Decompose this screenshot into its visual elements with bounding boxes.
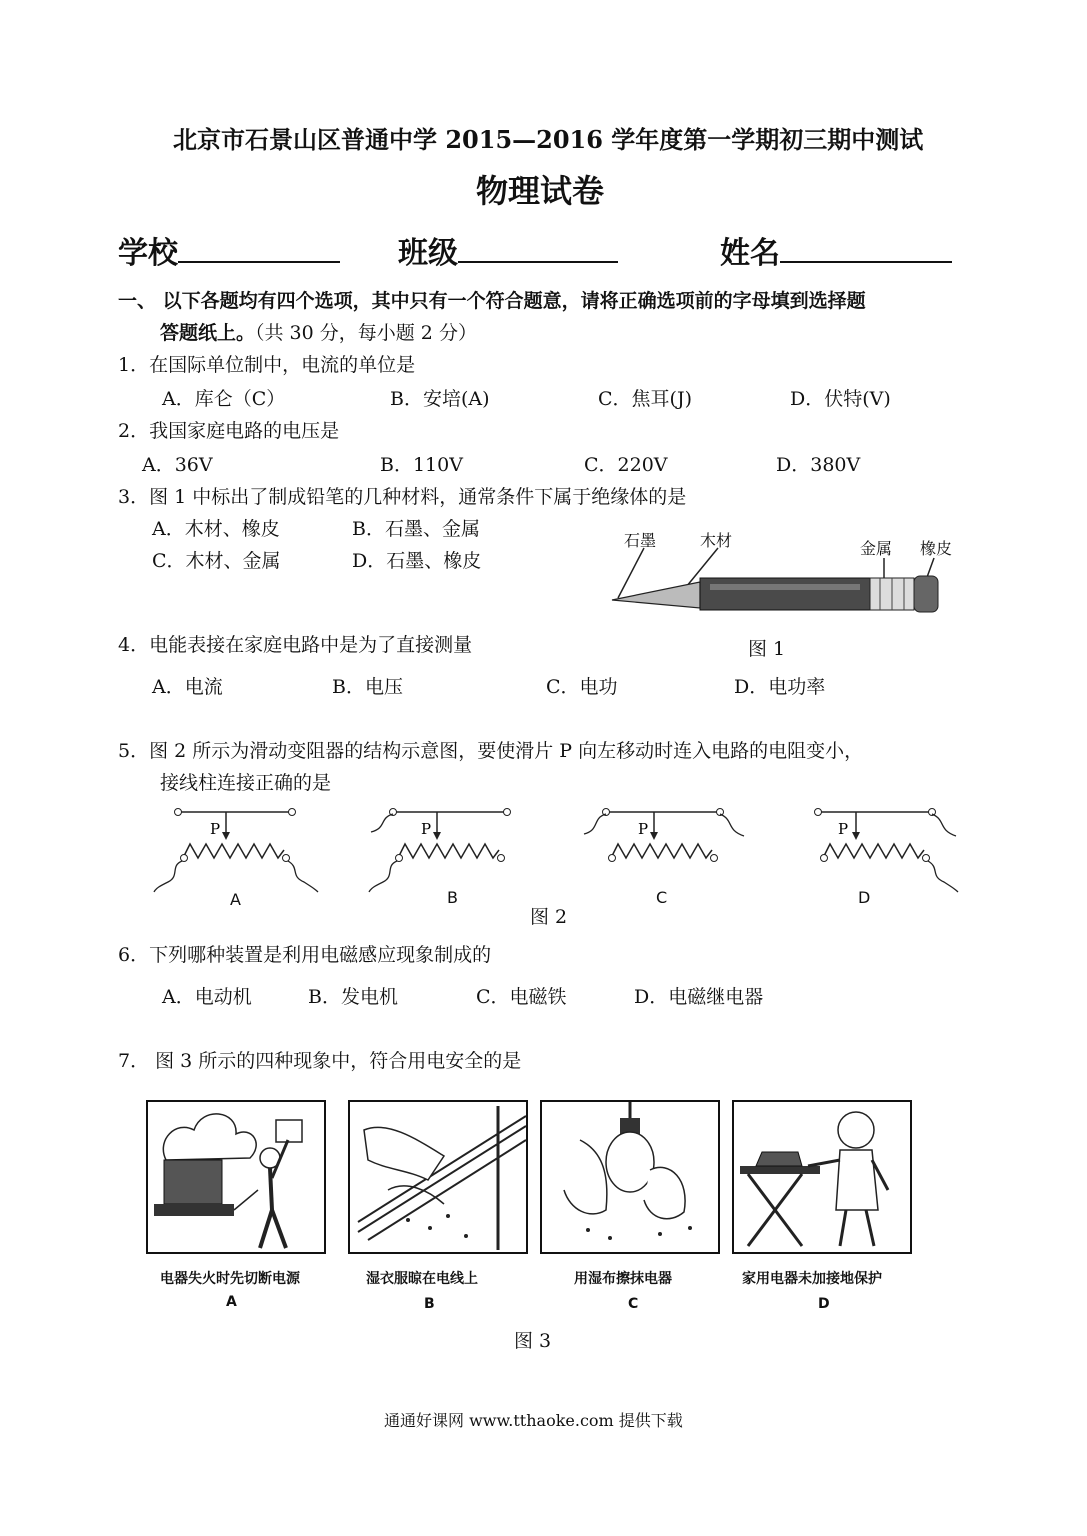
- question-3-option-d: D．石墨、橡皮: [352, 550, 482, 572]
- question-6-option-d: D．电磁继电器: [634, 986, 764, 1008]
- school-blank: [178, 235, 340, 263]
- exam-title: 北京市石景山区普通中学 2015—2016 学年度第一学期初三期中测试: [173, 125, 924, 154]
- exam-subtitle: 物理试卷: [476, 172, 605, 210]
- question-1-option-b: B．安培(A): [390, 388, 490, 410]
- question-1-stem: 1．在国际单位制中，电流的单位是: [118, 354, 416, 376]
- footer-text: 通通好课网 www.tthaoke.com 提供下载: [384, 1411, 683, 1430]
- question-6-option-a: A．电动机: [162, 986, 252, 1008]
- figure3-panel-c-letter: C: [628, 1296, 639, 1312]
- question-4-stem: 4．电能表接在家庭电路中是为了直接测量: [118, 634, 473, 656]
- rheostat-c-drawing: [578, 806, 748, 896]
- question-5-stem-cont: 接线柱连接正确的是: [160, 772, 332, 794]
- question-5-stem: 5．图 2 所示为滑动变阻器的结构示意图，要使滑片 P 向左移动时连入电路的电阻变小，: [118, 740, 864, 762]
- figure3-panel-a-caption: 电器失火时先切断电源: [160, 1271, 300, 1287]
- rheostat-c-slider-label: P: [638, 820, 649, 838]
- figure1-label-eraser: 橡皮: [920, 539, 953, 558]
- rheostat-d-label: D: [858, 888, 871, 907]
- figure3-panel-a-illustration: [146, 1100, 326, 1254]
- question-7-stem: 7． 图 3 所示的四种现象中，符合用电安全的是: [118, 1050, 522, 1072]
- question-4-option-d: D．电功率: [734, 676, 826, 698]
- figure3-panel-d-illustration: [732, 1100, 912, 1254]
- rheostat-a-slider-label: P: [210, 820, 221, 838]
- name-field: [720, 228, 952, 272]
- question-4-option-b: B．电压: [332, 676, 403, 698]
- question-2-stem: 2．我国家庭电路的电压是: [118, 420, 340, 442]
- question-3-option-c: C．木材、金属: [152, 550, 281, 572]
- rheostat-b-slider-label: P: [421, 820, 432, 838]
- figure1-pencil-drawing: [600, 540, 970, 620]
- question-2-option-b: B．110V: [380, 454, 463, 476]
- school-field: [118, 228, 340, 272]
- rheostat-a-drawing: [150, 806, 320, 896]
- rheostat-b-label: B: [447, 888, 458, 907]
- question-6-option-b: B．发电机: [308, 986, 398, 1008]
- question-3-stem: 3．图 1 中标出了制成铅笔的几种材料，通常条件下属于绝缘体的是: [118, 486, 687, 508]
- figure1-label-metal: 金属: [860, 539, 893, 558]
- figure3-panel-b-letter: B: [424, 1296, 435, 1312]
- section1-points: （共 30 分，每小题 2 分）: [255, 322, 477, 344]
- figure1-caption: 图 1: [748, 638, 786, 660]
- figure3-panel-c-caption: 用湿布擦抹电器: [574, 1271, 672, 1287]
- rheostat-b-drawing: [365, 806, 535, 896]
- question-4-option-c: C．电功: [546, 676, 618, 698]
- question-1-option-d: D．伏特(V): [790, 388, 891, 410]
- school-label: 学校: [118, 236, 178, 271]
- section1-title: 一、 以下各题均有四个选项，其中只有一个符合题意，请将正确选项前的字母填到选择题: [118, 290, 866, 312]
- question-2-option-c: C．220V: [584, 454, 668, 476]
- question-1-option-c: C．焦耳(J): [598, 388, 692, 410]
- question-1-option-a: A．库仑（C）: [162, 388, 286, 410]
- figure3-caption: 图 3: [514, 1330, 552, 1352]
- class-blank: [458, 235, 618, 263]
- figure2-caption: 图 2: [530, 906, 568, 928]
- figure3-panel-a-letter: A: [226, 1294, 237, 1310]
- rheostat-a-label: A: [230, 890, 241, 909]
- figure1-label-graphite: 石墨: [624, 531, 657, 550]
- name-label: 姓名: [720, 236, 780, 271]
- question-3-option-a: A．木材、橡皮: [152, 518, 280, 540]
- rheostat-d-slider-label: P: [838, 820, 849, 838]
- question-3-option-b: B．石墨、金属: [352, 518, 480, 540]
- question-2-option-a: A．36V: [142, 454, 213, 476]
- name-blank: [780, 235, 952, 263]
- figure3-panel-d-letter: D: [818, 1296, 830, 1312]
- figure3-panel-d-caption: 家用电器未加接地保护: [742, 1271, 882, 1287]
- figure3-panel-b-caption: 湿衣服晾在电线上: [366, 1271, 478, 1287]
- class-label: 班级: [398, 236, 458, 271]
- section1-title-cont: [160, 318, 477, 345]
- question-4-option-a: A．电流: [152, 676, 223, 698]
- question-2-option-d: D．380V: [776, 454, 861, 476]
- rheostat-d-drawing: [790, 806, 960, 896]
- figure3-panel-b-illustration: [348, 1100, 528, 1254]
- rheostat-c-label: C: [656, 888, 668, 907]
- question-6-option-c: C．电磁铁: [476, 986, 567, 1008]
- section1-title-cont-text: 答题纸上。: [160, 322, 256, 344]
- question-6-stem: 6．下列哪种装置是利用电磁感应现象制成的: [118, 944, 492, 966]
- figure1-label-wood: 木材: [700, 531, 733, 550]
- figure3-panel-c-illustration: [540, 1100, 720, 1254]
- class-field: [398, 228, 618, 272]
